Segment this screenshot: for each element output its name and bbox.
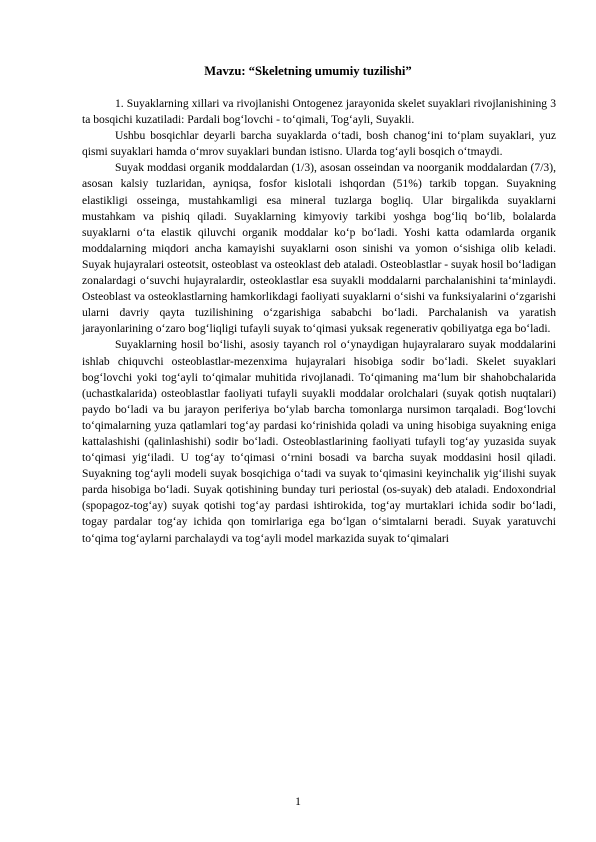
paragraph-3: Suyak moddasi organik moddalardan (1/3), asosan osseindan va noorganik moddalardan (7/3), asosan kalsiy tuzlaridan, ayniqsa, fosfor kislotali ishqordan (51%) tarkib topgan. Suyakning elastikligi osseinga, mustahkamligi esa mineral tuzlarga bogliq. Ular birgalikda suyaklarni mustahkam va pishiq qiladi. Suyaklarning kimyoviy tarkibi yoshga bog‘liq bo‘lib, bolalarda suyaklarni o‘ta elastik qiluvchi organik moddalar ko‘p bo‘ladi. Yoshi katta odamlarda organik moddalarning miqdori ancha kamayishi suyaklarni oson sinishi va yomon o‘sishiga olib keladi. Suyak hujayralari osteotsit, osteoblast va osteoklast deb ataladi. Osteoblastlar - suyak hosil bo‘ladigan zonalardagi o‘suvchi hujayralardir, osteoklastlar esa suyakli moddalarni parchalanishini ta‘minlaydi. Osteoblast va osteoklastlarning hamkorlikdagi faoliyati suyaklarni o‘sishi va funksiyalarini o‘zgarishi ularni davriy qayta tuzilishining o‘zgarishiga sababchi bo‘ladi. Parchalanish va yaratish jarayonlarining o‘zaro bog‘liqligi tufayli suyak to‘qimasi yuksak regenerativ qobiliyatga ega bo‘ladi. xyxy=(82,161,556,336)
paragraph-4: Suyaklarning hosil bo‘lishi, asosiy tayanch rol o‘ynaydigan hujayralararo suyak moddalarini ishlab chiquvchi osteoblastlar-mezenxima hujayralari hisobiga sodir bo‘ladi. Skelet suyaklari bog‘lovchi yoki tog‘ayli to‘qimalar muhitida rivojlanadi. To‘qimaning ma‘lum bir shahobchalarida (uchastkalarida) osteoblastlar faoliyati tufayli suyakli moddalar orolchalari (suyak qotish nuqtalari) paydo bo‘ladi va bu jarayon periferiya bo‘ylab barcha tomonlarga nursimon tarqaladi. Bog‘lovchi to‘qimalarning yuza qatlamlari tog‘ay pardasi ko‘rinishida qoladi va uning hisobiga suyakning eniga kattalashishi (qalinlashishi) sodir bo‘ladi. Osteoblastlarining faoliyati tufayli tog‘ay yuzasida suyak to‘qimasi yig‘iladi. U tog‘ay to‘qimasi o‘rnini bosadi va barcha suyak moddasini hosil qiladi. Suyakning tog‘ayli modeli suyak bosqichiga o‘tadi va suyak to‘qimasini keyinchalik yig‘ilishi suyak parda hisobiga bo‘ladi. Suyak qotishining bunday turi periostal (os-suyak) deb ataladi. Endoxondrial (spopagoz-tog‘ay) suyak qotishi tog‘ay pardasi ishtirokida, tog‘ay murtaklari ichida sodir bo‘ladi, togay pardalar tog‘ay ichida qon tomirlariga ega bo‘lgan o‘simtalarni beradi. Suyak yaratuvchi to‘qima tog‘aylarni parchalaydi va tog‘ayli model markazida suyak to‘qimalari xyxy=(82,338,556,545)
document-title: Mavzu: “Skeletning umumiy tuzilishi” xyxy=(204,64,412,78)
paragraph-1: 1. Suyaklarning xillari va rivojlanishi Ontogenez jarayonida skelet suyaklari rivojlanishining 3 ta bosqichi kuzatiladi: Pardali bog‘lovchi - to‘qimali, Tog‘ayli, Suyakli. xyxy=(82,97,556,127)
paragraph-2: Ushbu bosqichlar deyarli barcha suyaklarda o‘tadi, bosh chanog‘ini to‘plam suyaklari, yuz qismi suyaklari hamda o‘mrov suyaklari bundan istisno. Ularda tog‘ayli bosqich o‘tmaydi. xyxy=(82,129,556,159)
page-number: 1 xyxy=(295,795,301,808)
document-body xyxy=(82,96,556,547)
